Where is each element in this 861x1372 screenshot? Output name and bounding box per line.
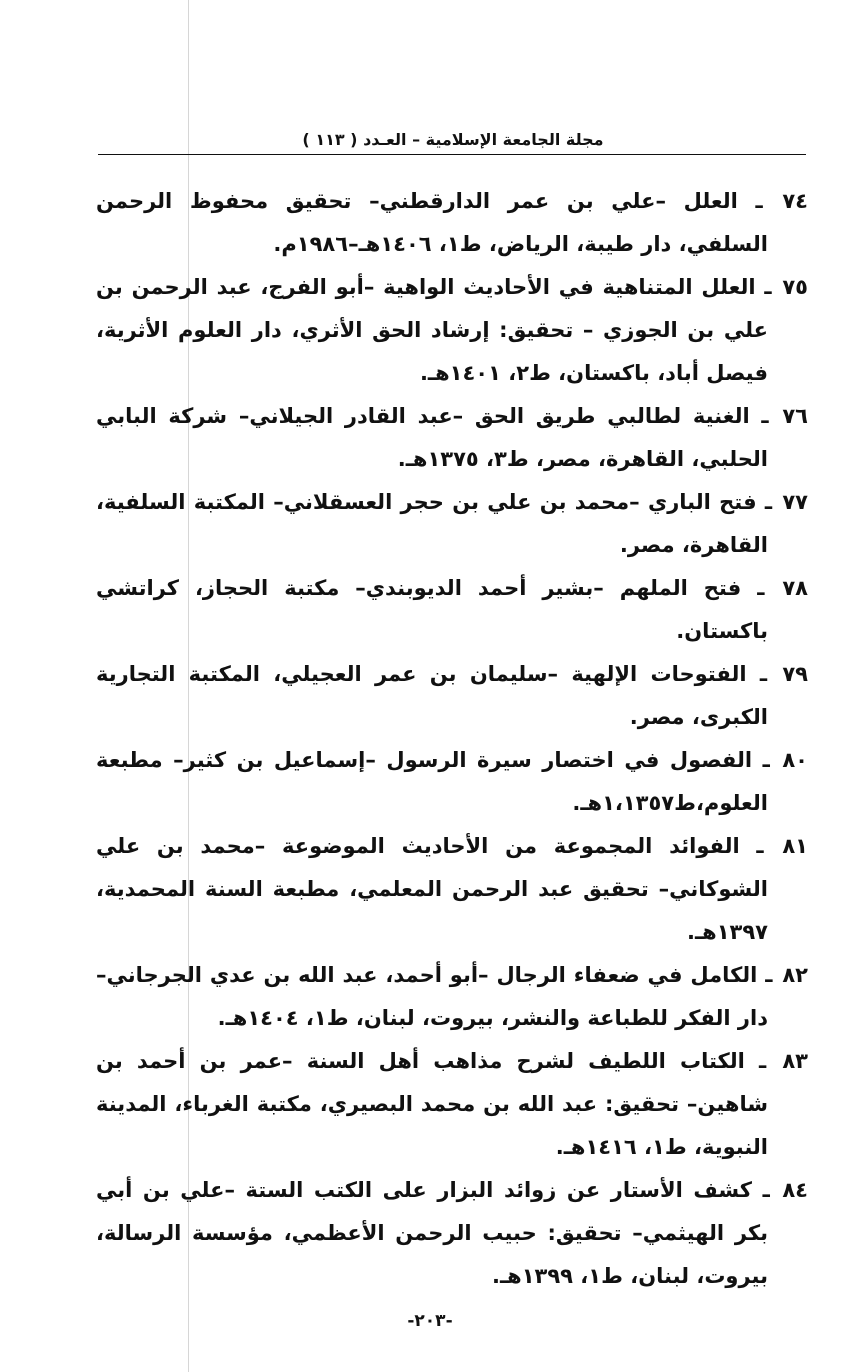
header-rule	[98, 154, 806, 155]
entry-text: العلل –علي بن عمر الدارقطني– تحقيق محفوظ الرحمن السلفي، دار طيبة، الرياض، ط١، ١٤٠٦هـ–١٩٨٦م.	[96, 189, 768, 256]
bibliography-entry: ٨١ ـ الفوائد المجموعة من الأحاديث الموضوعة –محمد بن علي الشوكاني– تحقيق عبد الرحمن المعلمي، مطبعة السنة المحمدية، ١٣٩٧هـ.	[96, 834, 808, 944]
bibliography-entry: ٧٨ ـ فتح الملهم –بشير أحمد الديوبندي– مكتبة الحجاز، كراتشي باكستان.	[96, 576, 808, 643]
entry-text: فتح الملهم –بشير أحمد الديوبندي– مكتبة الحجاز، كراتشي باكستان.	[96, 576, 768, 643]
bibliography-entry: ٨٠ ـ الفصول في اختصار سيرة الرسول –إسماعيل بن كثير– مطبعة العلوم،ط١،١٣٥٧هـ.	[96, 748, 808, 815]
entry-number: ٨٣	[782, 1049, 808, 1073]
entry-number: ٨٢	[782, 963, 808, 987]
entry-text: الكامل في ضعفاء الرجال –أبو أحمد، عبد الله بن عدي الجرجاني– دار الفكر للطباعة والنشر، بيروت، لبنان، ط١، ١٤٠٤هـ.	[96, 963, 768, 1030]
entry-text: الفتوحات الإلهية –سليمان بن عمر العجيلي، المكتبة التجارية الكبرى، مصر.	[96, 662, 768, 729]
page-number: -٢٠٣-	[407, 1311, 453, 1331]
entry-text: فتح الباري –محمد بن علي بن حجر العسقلاني– المكتبة السلفية، القاهرة، مصر.	[96, 490, 768, 557]
entry-number: ٧٥	[782, 275, 808, 299]
bibliography-entry: ٧٧ ـ فتح الباري –محمد بن علي بن حجر العسقلاني– المكتبة السلفية، القاهرة، مصر.	[96, 490, 808, 557]
bibliography-entry: ٨٣ ـ الكتاب اللطيف لشرح مذاهب أهل السنة –عمر بن أحمد بن شاهين– تحقيق: عبد الله بن محمد البصيري، مكتبة الغرباء، المدينة النبوية، ط١، ١٤١٦هـ.	[96, 1049, 808, 1159]
bibliography-entry: ٧٥ ـ العلل المتناهية في الأحاديث الواهية –أبو الفرج، عبد الرحمن بن علي بن الجوزي – تحقيق: إرشاد الحق الأثري، دار العلوم الأثرية، فيصل أباد، باكستان، ط٢، ١٤٠١هـ.	[96, 275, 808, 385]
entry-number: ٨٤	[782, 1178, 808, 1202]
bibliography-entry: ٨٢ ـ الكامل في ضعفاء الرجال –أبو أحمد، عبد الله بن عدي الجرجاني– دار الفكر للطباعة والنشر، بيروت، لبنان، ط١، ١٤٠٤هـ.	[96, 963, 808, 1030]
entry-number: ٧٤	[782, 189, 808, 213]
entry-number: ٨١	[782, 834, 808, 858]
entry-text: الكتاب اللطيف لشرح مذاهب أهل السنة –عمر بن أحمد بن شاهين– تحقيق: عبد الله بن محمد البصيري، مكتبة الغرباء، المدينة النبوية، ط١، ١٤١٦هـ.	[96, 1049, 768, 1159]
entry-text: كشف الأستار عن زوائد البزار على الكتب الستة –علي بن أبي بكر الهيثمي– تحقيق: حبيب الرحمن الأعظمي، مؤسسة الرسالة، بيروت، لبنان، ط١، ١٣٩٩هـ.	[96, 1178, 768, 1288]
entry-text: الغنية لطالبي طريق الحق –عبد القادر الجيلاني– شركة البابي الحلبي، القاهرة، مصر، ط٣، ١٣٧٥هـ.	[96, 404, 768, 471]
entry-text: الفصول في اختصار سيرة الرسول –إسماعيل بن كثير– مطبعة العلوم،ط١،١٣٥٧هـ.	[96, 748, 768, 815]
running-header: مجلة الجامعة الإسلامية – العـدد ( ١١٣ )	[302, 130, 604, 149]
entry-number: ٧٨	[782, 576, 808, 600]
bibliography-entry: ٨٤ ـ كشف الأستار عن زوائد البزار على الكتب الستة –علي بن أبي بكر الهيثمي– تحقيق: حبيب الرحمن الأعظمي، مؤسسة الرسالة، بيروت، لبنان، ط١، ١٣٩٩هـ.	[96, 1178, 808, 1288]
entry-number: ٨٠	[782, 748, 808, 772]
entry-number: ٧٦	[782, 404, 808, 428]
bibliography-entry: ٧٤ ـ العلل –علي بن عمر الدارقطني– تحقيق محفوظ الرحمن السلفي، دار طيبة، الرياض، ط١، ١٤٠٦هـ–١٩٨٦م.	[96, 189, 808, 256]
entry-text: العلل المتناهية في الأحاديث الواهية –أبو الفرج، عبد الرحمن بن علي بن الجوزي – تحقيق: إرشاد الحق الأثري، دار العلوم الأثرية، فيصل أباد، باكستان، ط٢، ١٤٠١هـ.	[96, 275, 768, 385]
bibliography-entry: ٧٦ ـ الغنية لطالبي طريق الحق –عبد القادر الجيلاني– شركة البابي الحلبي، القاهرة، مصر، ط٣، ١٣٧٥هـ.	[96, 404, 808, 471]
entry-text: الفوائد المجموعة من الأحاديث الموضوعة –محمد بن علي الشوكاني– تحقيق عبد الرحمن المعلمي، مطبعة السنة المحمدية، ١٣٩٧هـ.	[96, 834, 768, 944]
entry-number: ٧٩	[782, 662, 808, 686]
entry-number: ٧٧	[782, 490, 808, 514]
bibliography-list	[96, 180, 808, 1298]
bibliography-entry: ٧٩ ـ الفتوحات الإلهية –سليمان بن عمر العجيلي، المكتبة التجارية الكبرى، مصر.	[96, 662, 808, 729]
